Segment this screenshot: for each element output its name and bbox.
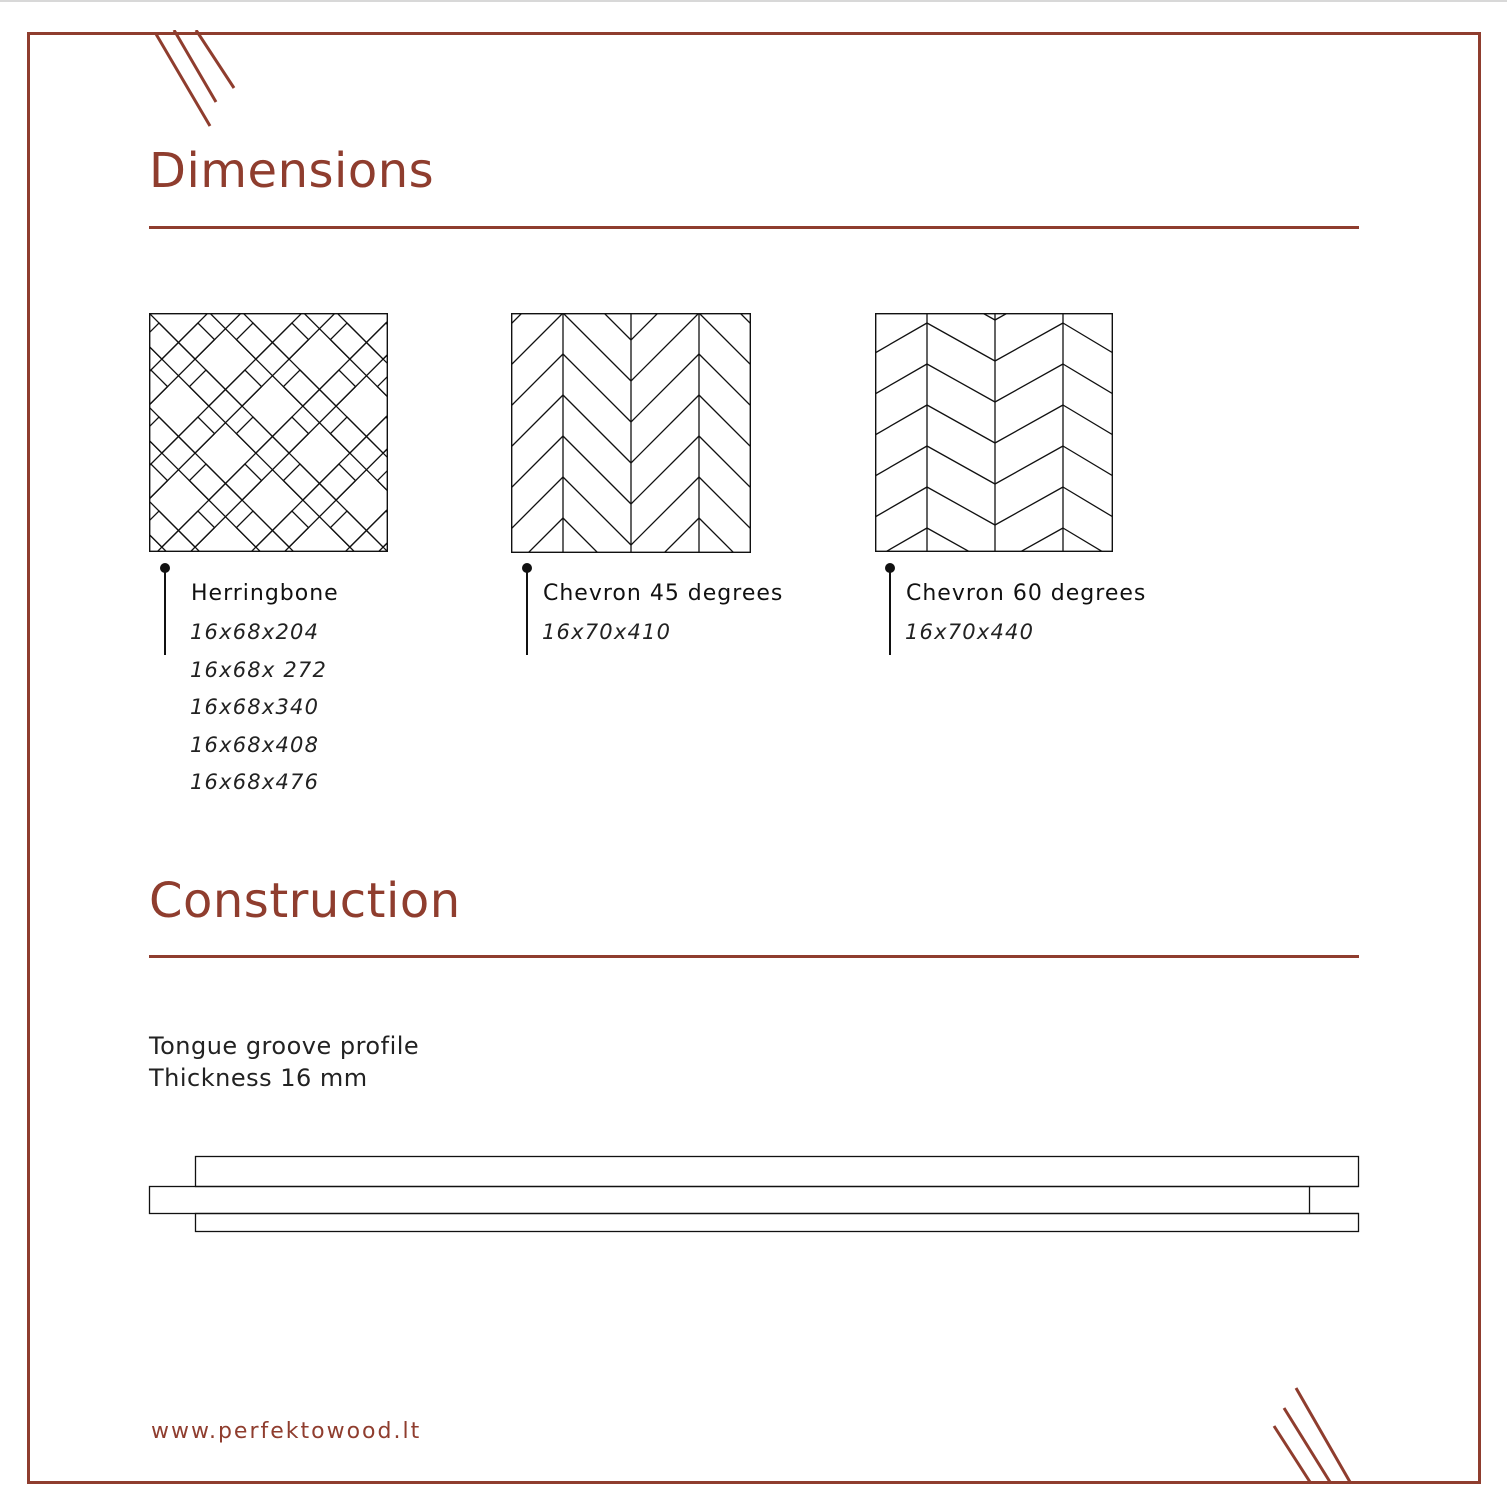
herringbone-plank xyxy=(283,464,366,547)
pattern-size: 16x70x440 xyxy=(905,620,1035,644)
chevron-board-edge xyxy=(563,436,631,504)
pattern-size: 16x70x410 xyxy=(542,620,672,644)
chevron-board-edge xyxy=(995,487,1063,525)
herringbone-plank xyxy=(149,370,168,453)
caption-stem xyxy=(526,571,528,655)
herringbone-plank xyxy=(225,323,308,406)
chevron-board-edge xyxy=(927,528,995,552)
herringbone-plank xyxy=(319,417,388,500)
herringbone-plank xyxy=(330,323,388,406)
dimensions-rule xyxy=(149,226,1359,229)
chevron-board-edge xyxy=(875,528,927,552)
corner-stripes-bottom-right xyxy=(1270,1386,1360,1486)
chevron-60-pattern-illustration xyxy=(875,313,1114,552)
herringbone-plank xyxy=(178,464,261,547)
chevron-board-edge xyxy=(927,323,995,361)
herringbone-plank xyxy=(189,370,272,453)
herringbone-plank xyxy=(377,313,388,359)
herringbone-pattern-illustration xyxy=(149,313,388,552)
pattern-name: Herringbone xyxy=(191,581,339,606)
chevron-board-edge xyxy=(631,395,699,463)
chevron-board-edge xyxy=(927,446,995,484)
chevron-board-edge xyxy=(631,354,699,422)
herringbone-plank xyxy=(149,511,225,552)
top-divider xyxy=(0,0,1507,2)
chevron-board-edge xyxy=(511,395,563,447)
herringbone-plank xyxy=(330,417,388,500)
chevron-board-edge xyxy=(927,364,995,402)
chevron-board-edge xyxy=(563,313,631,340)
chevron-board-edge xyxy=(631,477,699,545)
dimensions-heading: Dimensions xyxy=(149,143,435,199)
pattern-size: 16x68x340 xyxy=(190,695,320,719)
construction-rule xyxy=(149,955,1359,958)
herringbone-plank xyxy=(149,511,215,552)
chevron-board-edge xyxy=(1063,528,1113,552)
chevron-board-edge xyxy=(1063,487,1113,517)
chevron-board-edge xyxy=(995,446,1063,484)
herringbone-plank xyxy=(319,323,388,406)
chevron-board-edge xyxy=(631,313,699,340)
chevron-board-edge xyxy=(995,528,1063,552)
chevron-board-edge xyxy=(511,518,563,553)
chevron-board-edge xyxy=(699,354,751,406)
chevron-board-edge xyxy=(875,446,927,476)
chevron-board-edge xyxy=(875,364,927,394)
profile-type-text: Tongue groove profile xyxy=(149,1032,420,1060)
pattern-sizes-list xyxy=(542,619,671,657)
construction-description xyxy=(149,1030,419,1094)
herringbone-plank xyxy=(366,313,388,359)
herringbone-plank xyxy=(225,511,308,552)
thickness-text: Thickness 16 mm xyxy=(149,1064,368,1092)
herringbone-plank xyxy=(178,370,261,453)
chevron-board-edge xyxy=(563,354,631,422)
herringbone-plank xyxy=(225,417,308,500)
chevron-board-edge xyxy=(1063,323,1113,353)
pattern-size: 16x68x408 xyxy=(190,732,320,757)
herringbone-plank xyxy=(236,323,319,406)
chevron-board-edge xyxy=(995,364,1063,402)
chevron-board-edge xyxy=(563,477,631,545)
herringbone-plank xyxy=(149,464,168,547)
pattern-size: 16x68x 272 xyxy=(190,657,328,682)
herringbone-plank xyxy=(366,464,388,547)
pattern-sizes-list xyxy=(190,619,327,807)
chevron-board-edge xyxy=(699,477,751,529)
chevron-board-edge xyxy=(631,313,699,381)
construction-heading: Construction xyxy=(149,873,461,929)
herringbone-plank xyxy=(149,313,168,359)
chevron-board-edge xyxy=(511,477,563,529)
chevron-board-edge xyxy=(511,436,563,488)
herringbone-plank xyxy=(149,313,178,359)
chevron-board-edge xyxy=(927,487,995,525)
chevron-board-edge xyxy=(875,405,927,435)
pattern-size: 16x68x476 xyxy=(190,770,320,794)
chevron-board-edge xyxy=(699,518,751,553)
chevron-board-edge xyxy=(631,436,699,504)
herringbone-plank xyxy=(283,370,366,453)
pattern-sizes-list xyxy=(905,619,1034,657)
herringbone-plank xyxy=(377,370,388,453)
corner-stripes-top-left xyxy=(150,30,240,130)
herringbone-plank xyxy=(377,464,388,547)
herringbone-plank xyxy=(272,464,355,547)
chevron-board-edge xyxy=(563,313,631,381)
chevron-board-edge xyxy=(1063,364,1113,394)
herringbone-plank xyxy=(149,417,215,500)
chevron-board-edge xyxy=(699,395,751,447)
chevron-board-edge xyxy=(875,323,927,353)
pattern-size: 16x68x204 xyxy=(190,620,320,644)
pattern-name: Chevron 45 degrees xyxy=(543,581,784,606)
herringbone-plank xyxy=(189,464,272,547)
chevron-45-pattern-illustration xyxy=(511,313,750,552)
chevron-board-edge xyxy=(995,323,1063,361)
chevron-board-edge xyxy=(1063,446,1113,476)
caption-stem xyxy=(889,571,891,655)
tongue-groove-profile-diagram xyxy=(148,1155,1362,1235)
chevron-board-edge xyxy=(563,395,631,463)
chevron-board-edge xyxy=(1063,405,1113,435)
chevron-board-edge xyxy=(511,313,563,324)
herringbone-plank xyxy=(236,417,319,500)
caption-stem xyxy=(164,571,166,655)
website-link[interactable]: www.perfektowood.lt xyxy=(151,1419,422,1444)
chevron-board-edge xyxy=(995,405,1063,443)
chevron-board-edge xyxy=(875,487,927,517)
herringbone-plank xyxy=(272,370,355,453)
chevron-board-edge xyxy=(927,405,995,443)
chevron-board-edge xyxy=(699,313,751,365)
chevron-board-edge xyxy=(511,313,563,365)
herringbone-plank xyxy=(236,511,319,552)
chevron-board-edge xyxy=(699,436,751,488)
chevron-board-edge xyxy=(699,313,751,324)
herringbone-plank xyxy=(366,370,388,453)
pattern-name: Chevron 60 degrees xyxy=(906,581,1147,606)
herringbone-plank xyxy=(149,323,215,406)
chevron-board-edge xyxy=(511,354,563,406)
